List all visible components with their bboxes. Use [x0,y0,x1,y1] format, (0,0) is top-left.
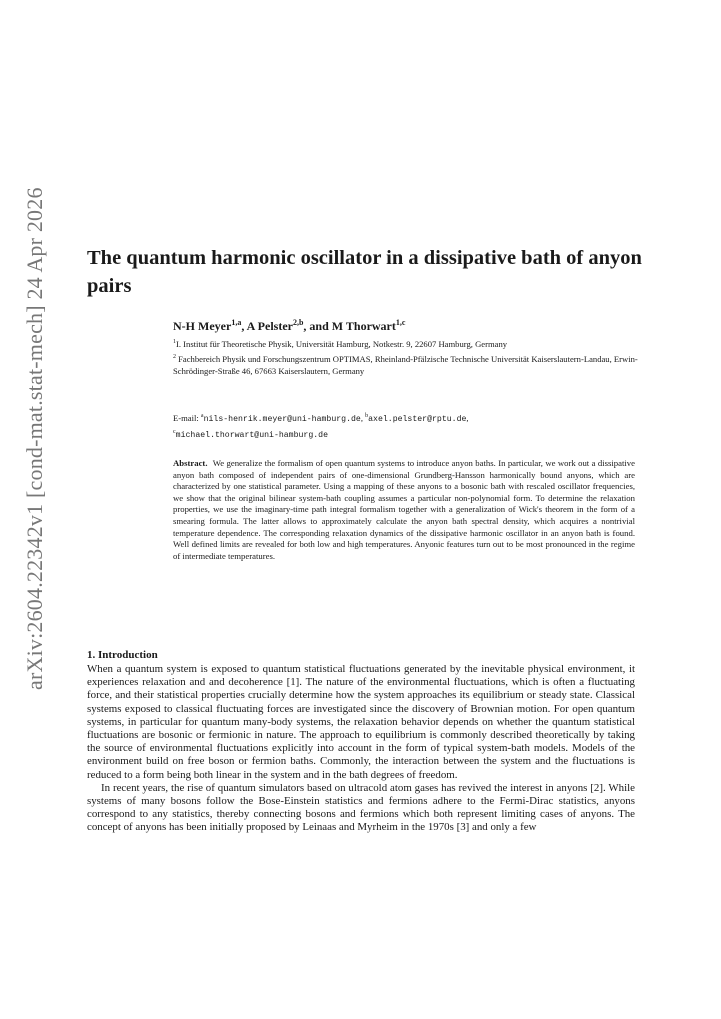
arxiv-stamp [22,187,52,690]
email-block [173,410,643,443]
author-separator: , and [303,319,332,333]
paragraph: When a quantum system is exposed to quantum statistical fluctuations generated by the inevitable physical environment, it experiences relaxation and and decoherence [1]. The nature of the environmental fluctuations, which is often a fluctuating force, and their statistical properties crucially determine how the system approaches its equilibrium or steady state. Classical systems exposed to classical fluctuating forces are investigated since the discovery of Brownian motion. For open quantum systems, in particular for quantum many-body systems, the relaxation behavior depends on whether the quantum statistical fluctuations are bosonic or fermionic in nature. The approach to equilibrium is commonly described theoretically by taking the source of environmental fluctuations explicitly into account in the form of typical system-bath models. Models of the environment build on free boson or fermion baths. Commonly, the interaction between the system and the fluctuations is reduced to a form being both linear in the system and in the bath degrees of freedom. [87,663,635,781]
author-name: A Pelster [246,319,293,333]
email-link[interactable]: nils-henrik.meyer@uni-hamburg.de [203,414,361,424]
email-sup: b [365,413,369,419]
email-sup: c [173,429,176,436]
affiliation-text: Fachbereich Physik und Forschungszentrum OPTIMAS, Rheinland-Pfälzische Technische Universität Kaiserslautern-Landau, Erwin-Schrödinger-Straße 46, 67663 Kaiserslautern, Germany [173,353,638,376]
section-heading: 1. Introduction [87,649,158,661]
email-sup: a [200,413,204,419]
author-sup: 1,c [395,318,406,327]
author-sup: 2,b [292,318,304,327]
affiliation-text: I. Institut für Theoretische Physik, Universität Hamburg, Notkestr. 9, 22607 Hamburg, Germany [176,338,508,349]
affiliation [173,336,643,350]
email-separator: , [360,412,366,423]
author-list [173,318,643,334]
email-label: E-mail: [173,412,201,423]
section-body [87,663,635,835]
author-name: M Thorwart [331,319,396,333]
email-link[interactable]: axel.pelster@rptu.de [368,414,467,424]
author-separator: , [241,319,247,333]
affiliation-sup: 1 [173,339,176,345]
author-name: N-H Meyer [173,319,232,333]
email-link[interactable]: michael.thorwart@uni-hamburg.de [175,431,328,441]
affiliation-sup: 2 [173,353,176,360]
arxiv-stamp-text: arXiv:2604.22342v1 [cond-mat.stat-mech] 24 Apr 2026 [22,187,47,690]
affiliation [173,351,643,377]
abstract-text: We generalize the formalism of open quantum systems to introduce anyon baths. In particular, we work out a dissipative anyon bath composed of independent pairs of one-dimensional Grundberg-Hansson harmonically bound anyons, which are characterized by one statistical parameter. Using a mapping of these anyons to a bosonic bath with rescaled oscillator frequencies, we show that the original bilinear system-bath coupling assumes a particular non-polynomial form. To determine the relaxation properties, we use the imaginary-time path integral formalism together with a generalization of Wick's theorem in the form of a smearing formula. The latter allows to approximately calculate the anyon bath spectral density, which acquires a nontrivial temperature dependence. The corresponding relaxation dynamics of the dissipative harmonic oscillator in an anyon bath is found. Well defined limits are revealed for both low and high temperatures. Anyonic features turn out to be most pronounced in the regime of intermediate temperatures. [173,458,636,561]
paper-title: The quantum harmonic oscillator in a dissipative bath of anyon pairs [87,247,642,297]
abstract [173,458,635,562]
paragraph: In recent years, the rise of quantum simulators based on ultracold atom gases has revived the interest in anyons [2]. While systems of many bosons follow the Bose-Einstein statistics and fermions adhere to the Fermi-Dirac statistics, anyons correspond to any statistics, thereby connecting bosons and fermions which both represent limiting cases of anyons. The concept of anyons has been initially proposed by Leinaas and Myrheim in the 1970s [3] and only a few [87,781,635,834]
author-sup: 1,a [231,318,242,327]
email-separator: , [466,412,469,423]
abstract-label: Abstract. [173,458,208,468]
affiliations [173,336,643,378]
